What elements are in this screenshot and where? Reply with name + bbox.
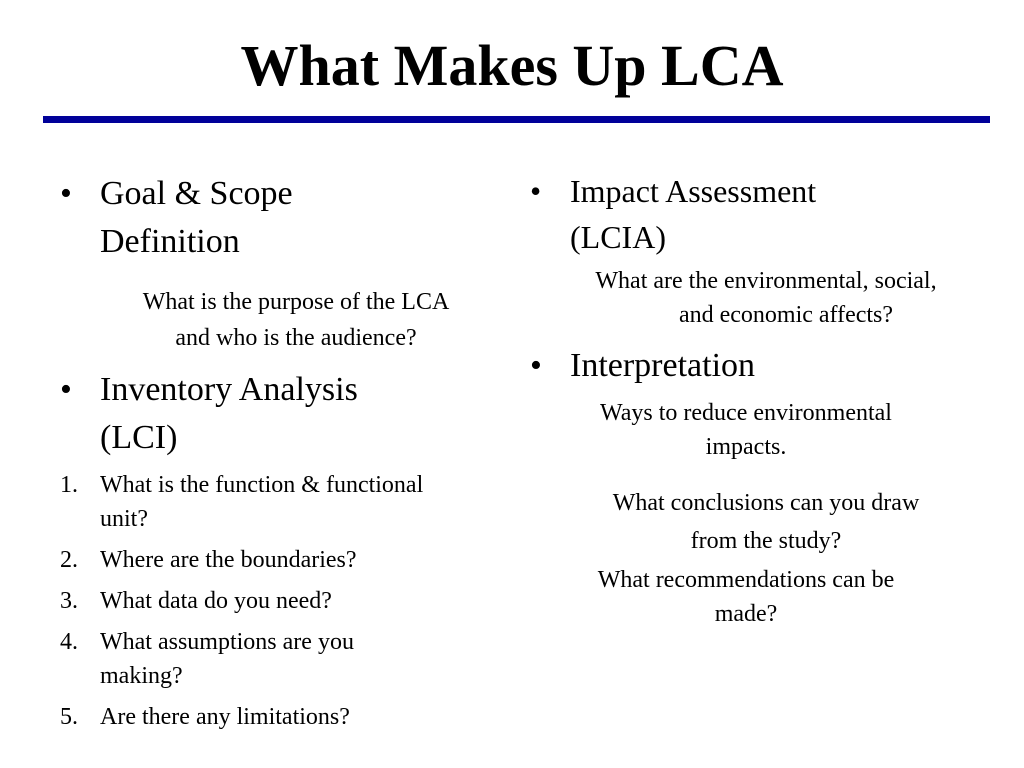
impact-assessment-heading-line1: Impact Assessment xyxy=(570,173,817,209)
interpretation-conclusions-line1: What conclusions can you draw xyxy=(612,490,920,516)
list-item-number: 5. xyxy=(60,704,78,730)
list-item-text xyxy=(100,625,354,693)
interpretation-heading: Interpretation xyxy=(570,347,756,384)
interpretation-recommendations-line1: What recommendations can be xyxy=(597,567,895,593)
goal-scope-heading xyxy=(100,170,293,266)
impact-assessment-heading-line2: (LCIA) xyxy=(570,219,666,255)
bullet-marker: • xyxy=(60,371,72,408)
impact-assessment-question-line2: and economic affects? xyxy=(678,302,894,328)
bullet-marker: • xyxy=(60,175,72,212)
list-item-text: Where are the boundaries? xyxy=(100,547,357,573)
goal-scope-heading-line2: Definition xyxy=(100,223,240,260)
list-item-text: What data do you need? xyxy=(100,588,332,614)
goal-scope-question xyxy=(96,284,496,356)
list-item-number: 1. xyxy=(60,472,78,498)
list-item-number: 3. xyxy=(60,588,78,614)
interpretation-reduce-line2: impacts. xyxy=(705,434,787,460)
slide-title: What Makes Up LCA xyxy=(240,33,784,98)
inventory-analysis-heading-line1: Inventory Analysis xyxy=(100,371,358,408)
goal-scope-question-line2: and who is the audience? xyxy=(175,325,417,351)
list-item xyxy=(60,625,500,693)
impact-assessment-question-line1: What are the environmental, social, xyxy=(595,268,937,294)
impact-assessment-question xyxy=(536,264,996,332)
list-item-text-line2: unit? xyxy=(100,506,148,532)
inventory-analysis-bullet xyxy=(60,366,480,462)
bullet-marker: • xyxy=(530,347,542,384)
interpretation-conclusions-line2: from the study? xyxy=(690,528,842,554)
list-item-number: 4. xyxy=(60,629,78,655)
interpretation-conclusions xyxy=(556,484,976,560)
bullet-marker: • xyxy=(530,173,542,209)
goal-scope-question-line1: What is the purpose of the LCA xyxy=(142,289,450,315)
interpretation-bullet xyxy=(530,342,950,390)
interpretation-recommendations-line2: made? xyxy=(714,601,778,627)
interpretation-reduce-impacts xyxy=(536,396,956,464)
list-item-text-line2: making? xyxy=(100,663,183,689)
list-item xyxy=(60,700,500,734)
interpretation-recommendations xyxy=(536,563,956,631)
impact-assessment-bullet xyxy=(530,168,950,264)
interpretation-reduce-line1: Ways to reduce environmental xyxy=(600,400,892,426)
title-divider xyxy=(43,116,990,123)
goal-scope-bullet xyxy=(60,170,460,266)
list-item xyxy=(60,543,500,577)
inventory-analysis-heading xyxy=(100,366,358,462)
list-item-text xyxy=(100,468,423,536)
list-item-number: 2. xyxy=(60,547,78,573)
inventory-analysis-heading-line2: (LCI) xyxy=(100,419,178,456)
list-item-text-line1: What assumptions are you xyxy=(100,629,354,655)
goal-scope-heading-line1: Goal & Scope xyxy=(100,175,293,212)
list-item xyxy=(60,584,500,618)
impact-assessment-heading xyxy=(570,168,816,260)
list-item-text-line1: What is the function & functional xyxy=(100,472,424,498)
list-item-text: Are there any limitations? xyxy=(100,704,350,730)
list-item xyxy=(60,468,500,536)
